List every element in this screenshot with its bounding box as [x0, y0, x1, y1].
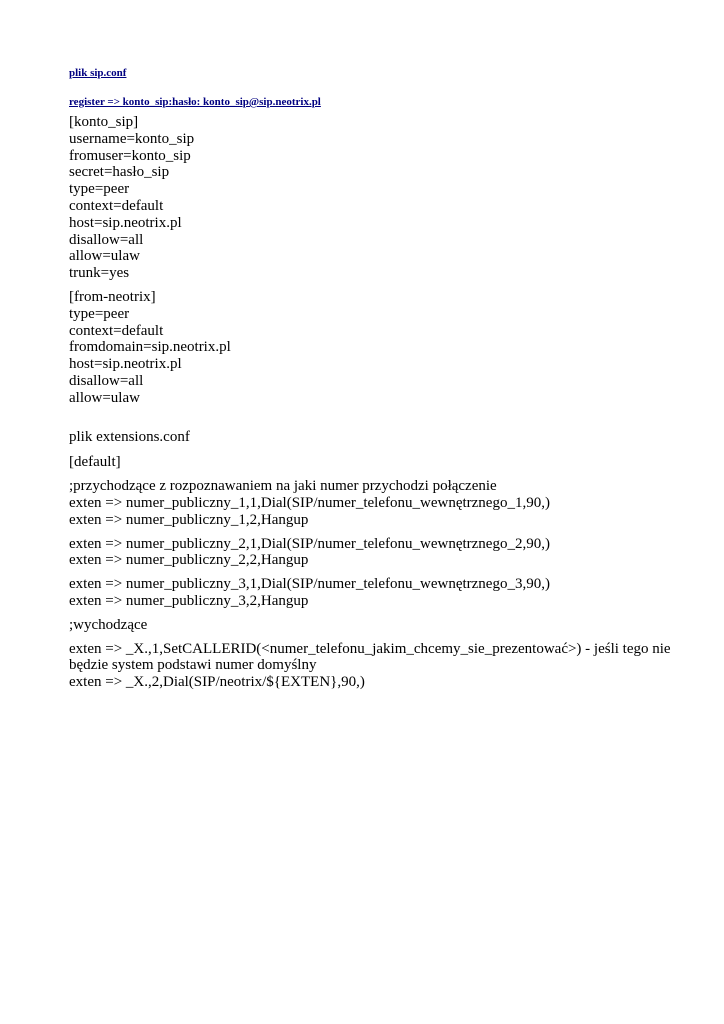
exten-line: exten => numer_publiczny_3,2,Hangup	[69, 592, 309, 609]
default-context	[69, 454, 689, 471]
exten-line: exten => _X.,2,Dial(SIP/neotrix/${EXTEN},90,)	[69, 674, 365, 691]
config-line: context=default	[69, 322, 164, 339]
exten-line: exten => numer_publiczny_2,2,Hangup	[69, 552, 309, 569]
incoming-group-3	[69, 576, 689, 610]
sip-block-from-neotrix	[69, 289, 689, 407]
config-line: username=konto_sip	[69, 130, 195, 147]
register-line[interactable]: register => konto_sip:hasło: konto_sip@sip.neotrix.pl	[69, 96, 321, 108]
exten-line: exten => _X.,1,SetCALLERID(<numer_telefonu_jakim_chcemy_sie_prezentować>) - jeśli tego nie będzie system podstawi numer domyślny	[69, 640, 671, 674]
outgoing-comment: ;wychodzące	[69, 616, 148, 633]
incoming-group-2	[69, 536, 689, 570]
config-line: secret=hasło_sip	[69, 164, 170, 181]
config-line: allow=ulaw	[69, 248, 140, 265]
extensions-title	[69, 429, 689, 446]
sip-block-konto	[69, 114, 689, 282]
outgoing-comment-block	[69, 617, 689, 634]
exten-line: exten => numer_publiczny_1,1,Dial(SIP/numer_telefonu_wewnętrznego_1,90,)	[69, 494, 550, 511]
config-line: [konto_sip]	[69, 114, 139, 130]
config-line: trunk=yes	[69, 265, 130, 282]
default-label: [default]	[69, 454, 121, 471]
exten-line: exten => numer_publiczny_2,1,Dial(SIP/numer_telefonu_wewnętrznego_2,90,)	[69, 535, 550, 552]
config-line: disallow=all	[69, 372, 144, 389]
config-line: fromuser=konto_sip	[69, 147, 191, 164]
exten-line: exten => numer_publiczny_3,1,Dial(SIP/numer_telefonu_wewnętrznego_3,90,)	[69, 576, 550, 593]
config-line: host=sip.neotrix.pl	[69, 214, 182, 231]
config-line: type=peer	[69, 181, 130, 198]
sip-conf-title[interactable]: plik sip.conf	[69, 67, 127, 79]
config-line: allow=ulaw	[69, 389, 140, 406]
incoming-comment: ;przychodzące z rozpoznawaniem na jaki numer przychodzi połączenie	[69, 478, 497, 495]
extensions-title-text: plik extensions.conf	[69, 428, 190, 445]
outgoing-group	[69, 641, 689, 691]
config-line: disallow=all	[69, 231, 144, 248]
config-line: fromdomain=sip.neotrix.pl	[69, 339, 231, 356]
config-line: type=peer	[69, 305, 130, 322]
config-line: host=sip.neotrix.pl	[69, 356, 182, 373]
document-page	[69, 66, 689, 691]
config-line: context=default	[69, 197, 164, 214]
exten-line: exten => numer_publiczny_1,2,Hangup	[69, 511, 309, 528]
config-line: [from-neotrix]	[69, 288, 156, 305]
incoming-group-1	[69, 478, 689, 528]
